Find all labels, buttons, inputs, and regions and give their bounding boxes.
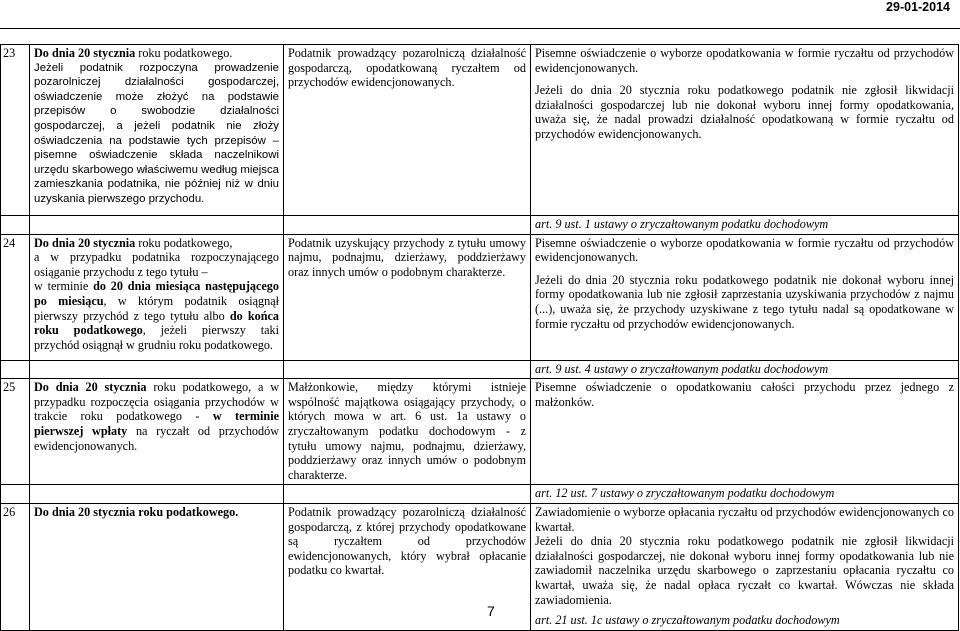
deadline-text: , w którym podatnik osiągnął pierwszy przychód z tego tytułu albo xyxy=(34,293,280,323)
deadline-bold: Do dnia 20 stycznia xyxy=(34,46,136,60)
deadline-bold: w terminie pierwszej wpłaty xyxy=(34,409,280,438)
legal-basis: art. 9 ust. 1 ustawy o zryczałtowanym podatku dochodowym xyxy=(531,216,959,235)
basis-row xyxy=(1,216,959,235)
taxpayer-cell: Podatnik prowadzący pozarolniczą działalność gospodarczą, opodatkowaną ryczałtem od przychodów ewidencjonowanych. xyxy=(284,45,531,216)
obligation-text: Pisemne oświadczenie o wyborze opodatkowania w formie ryczałtu od przychodów ewidencjonowanych. xyxy=(535,46,954,75)
deadline-cell xyxy=(30,503,284,630)
taxpayer-cell: Małżonkowie, między którymi istnieje wspólność majątkowa osiągający przychody, o których mowa w art. 6 ust. 1a ustawy o zryczałtowanym podatku dochodowym - z tytułu umowy najmu, podnajmu, dzierżawy, poddzierżawy oraz innych umów o podobnym charakterze. xyxy=(284,379,531,485)
table-row xyxy=(1,379,959,485)
deadline-bold: Do dnia 20 stycznia roku podatkowego. xyxy=(34,504,239,519)
taxpayer-cell: Podatnik prowadzący pozarolniczą działalność gospodarczą, z której przychody opodatkowane są ryczałtem od przychodów ewidencjonowanych, który wybrał opłacanie podatku co kwartał. xyxy=(284,503,531,630)
row-number: 23 xyxy=(1,45,30,216)
deadline-text: a w przypadku podatnika rozpoczynającego osiąganie przychodu z tego tytułu – xyxy=(34,250,279,279)
deadline-bold: do 20 dnia miesiąca następującego po miesiącu xyxy=(34,279,279,308)
legal-basis: art. 21 ust. 1c ustawy o zryczałtowanym podatku dochodowym xyxy=(535,613,840,628)
deadline-text: roku podatkowego, a w przypadku rozpoczęcia osiągania przychodów w trakcie roku podatkowego - xyxy=(34,380,279,424)
deadline-bold: do końca roku podatkowego xyxy=(34,308,280,338)
obligation-cell xyxy=(531,45,959,216)
obligation-text: Zawiadomienie o wyborze opłacania ryczałtu od przychodów ewidencjonowanych co kwartał. xyxy=(535,504,954,534)
tax-deadlines-table xyxy=(0,44,959,631)
deadline-text: roku podatkowego. xyxy=(135,46,233,60)
table-row xyxy=(1,45,959,216)
note-text: Jeżeli do dnia 20 stycznia roku podatkowego podatnik nie dokonał wyboru innej formy opodatkowania lub nie zgłosił zaprzestania uzyskiwania przychodów z najmu (...), uważa się, że przychody uzyskiwane z tego tytułu nadal są opodatkowane w formie ryczałtu od przychodów ewidencjonowanych. xyxy=(535,272,954,331)
deadline-text: w terminie xyxy=(34,279,94,294)
deadline-cell xyxy=(30,234,284,360)
obligation-text: Pisemne oświadczenie o opodatkowaniu całości przychodu przez jednego z małżonków. xyxy=(535,380,954,409)
note-text: Jeżeli do dnia 20 stycznia roku podatkowego podatnik nie zgłosił likwidacji działalności gospodarczej lub nie dokonał wyboru innej formy opodatkowania, uważa się, że nadal prowadzi działalność opodatkowaną w formie ryczałtu od przychodów ewidencjonowanych. xyxy=(535,83,954,141)
deadline-bold: Do dnia 20 stycznia xyxy=(34,380,147,395)
row-number: 25 xyxy=(1,379,30,485)
obligation-cell xyxy=(531,379,959,485)
basis-row xyxy=(1,360,959,379)
basis-row xyxy=(1,485,959,504)
row-number: 26 xyxy=(1,503,30,630)
header-rule xyxy=(0,28,960,29)
document-date: 29-01-2014 xyxy=(886,0,950,14)
table-row xyxy=(1,234,959,360)
table-row xyxy=(1,503,959,630)
deadline-text: roku podatkowego, xyxy=(135,235,233,250)
condition-text: Jeżeli podatnik rozpoczyna prowadzenie pozarolniczej działalności gospodarczej, oświadczenie może złożyć na podstawie przepisów o swobodzie działalności gospodarczej, a jeżeli podatnik nie złoży oświadczenia na podstawie tych przepisów – pisemne oświadczenie składa naczelnikowi urzędu skarbowego właściwemu według miejsca zamieszkania podatnika, nie później niż w dniu uzyskania pierwszego przychodu. xyxy=(34,61,280,205)
deadline-text: , jeżeli pierwszy taki przychód osiągnął w grudniu roku podatkowego. xyxy=(34,323,279,352)
legal-basis: art. 9 ust. 4 ustawy o zryczałtowanym podatku dochodowym xyxy=(531,360,959,379)
taxpayer-cell: Podatnik uzyskujący przychody z tytułu umowy najmu, podnajmu, dzierżawy, poddzierżawy oraz innych umów o podobnym charakterze. xyxy=(284,234,531,360)
deadline-bold: Do dnia 20 stycznia xyxy=(34,235,136,250)
obligation-cell xyxy=(531,234,959,360)
obligation-cell xyxy=(531,503,959,630)
row-number: 24 xyxy=(1,234,30,360)
deadline-text: na ryczałt od przychodów ewidencjonowanych. xyxy=(34,423,279,453)
deadline-cell xyxy=(30,45,284,216)
legal-basis: art. 12 ust. 7 ustawy o zryczałtowanym podatku dochodowym xyxy=(531,485,959,504)
note-text: Jeżeli do dnia 20 stycznia roku podatkowego podatnik nie zgłosił likwidacji działalności gospodarczej, nie dokonał wyboru innej formy opodatkowania lub nie zawiadomił naczelnika urzędu skarbowego o zaprzestaniu opłacania ryczałtu co kwartał, uważa się, że nadal opłaca ryczałt co kwartał. Wówczas nie składa zawiadomienia. xyxy=(535,534,954,607)
page-number: 7 xyxy=(487,603,495,619)
obligation-text: Pisemne oświadczenie o wyborze opodatkowania w formie ryczałtu od przychodów ewidencjonowanych. xyxy=(535,235,954,265)
deadline-cell xyxy=(30,379,284,485)
